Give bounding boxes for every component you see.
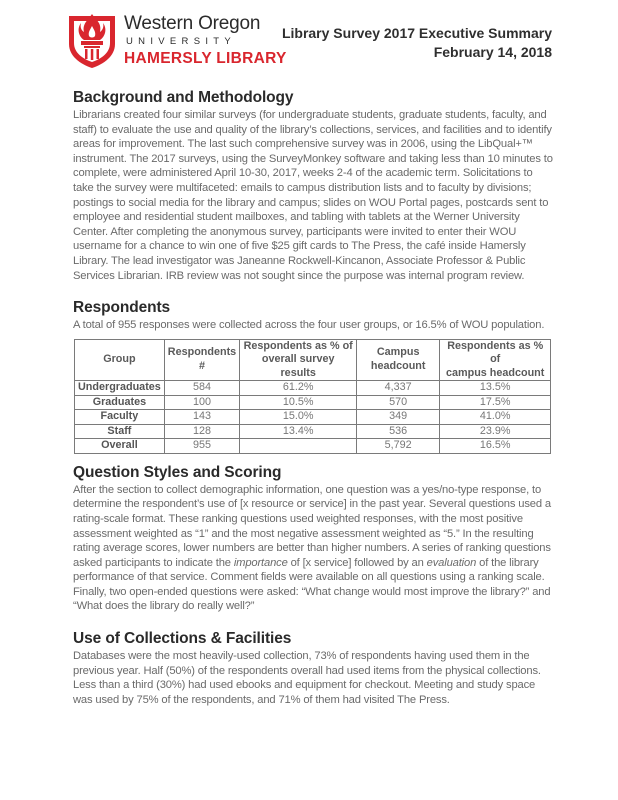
cell-percent-survey: 61.2% <box>240 381 357 396</box>
torch-shield-icon <box>66 10 118 70</box>
cell-group: Graduates <box>75 395 165 410</box>
table-row <box>75 395 551 410</box>
section-respondents <box>73 297 553 454</box>
cell-percent-headcount: 16.5% <box>440 439 551 454</box>
cell-percent-survey: 10.5% <box>240 395 357 410</box>
cell-respondents: 143 <box>164 410 239 425</box>
column-header-percent-headcount: Respondents as % of campus headcount <box>440 339 551 381</box>
section-heading: Respondents <box>73 299 171 317</box>
table-row <box>75 381 551 396</box>
cell-respondents: 955 <box>164 439 239 454</box>
cell-headcount: 5,792 <box>357 439 440 454</box>
logo-wordmark-line1: Western Oregon <box>124 13 261 34</box>
column-header-respondents-count: Respondents # <box>164 339 239 381</box>
section-heading: Question Styles and Scoring <box>73 463 282 481</box>
cell-group: Staff <box>75 424 165 439</box>
document-header <box>282 24 552 62</box>
section-paragraph: After the section to collect demographic information, one question was a yes/no-type response, to determine the respondent’s use of [x resource or service] in the past year. Several questions used a rating-scale format. These ranking questions used weighted responses, with the most positive assessment weighted as “1” and the most negative assessment weighted as “5.” In the resulting rating average scores, lower numbers are better than higher numbers. A series of ranking questions asked participants to indicate the importance of [x service] followed by an evaluation of the library performance of that service. Comment fields were available on all questions using a ranking scale. Finally, two open-ended questions were asked: “What change would most improve the library?” and “What does the library do really well?” <box>73 483 551 613</box>
section-heading: Background and Methodology <box>73 89 294 106</box>
logo-wordmark-line3: HAMERSLY LIBRARY <box>124 50 287 67</box>
section-question-styles <box>73 462 553 614</box>
table-row <box>75 439 551 454</box>
section-paragraph: Databases were the most heavily-used collection, 73% of respondents having used them in the previous year. Half (50%) of the respondents overall had used items from the physical collections. Less than a third (30%) had used ebooks and equipment for checkout. Meeting and study space was used by 75% of the respondents, and 71% of them had visited The Press. <box>73 650 541 706</box>
section-heading: Use of Collections & Facilities <box>73 630 292 648</box>
cell-percent-headcount: 41.0% <box>440 410 551 425</box>
cell-headcount: 4,337 <box>357 381 440 396</box>
cell-respondents: 100 <box>164 395 239 410</box>
cell-respondents: 584 <box>164 381 239 396</box>
logo-wordmark-line2: UNIVERSITY <box>126 36 237 47</box>
cell-percent-headcount: 17.5% <box>440 395 551 410</box>
cell-group: Faculty <box>75 410 165 425</box>
document-date: February 14, 2018 <box>433 44 552 60</box>
university-logo <box>66 10 287 72</box>
cell-percent-headcount: 23.9% <box>440 424 551 439</box>
document-body <box>73 87 553 721</box>
column-header-group: Group <box>75 339 165 381</box>
table-row <box>75 410 551 425</box>
section-collections <box>73 628 553 707</box>
table-header-row <box>75 339 551 381</box>
respondents-table <box>74 339 551 454</box>
cell-headcount: 349 <box>357 410 440 425</box>
cell-percent-survey: 15.0% <box>240 410 357 425</box>
cell-headcount: 536 <box>357 424 440 439</box>
table-row <box>75 424 551 439</box>
column-header-percent-survey: Respondents as % of overall survey results <box>240 339 357 381</box>
section-paragraph: Librarians created four similar surveys (for undergraduate students, graduate students, faculty, and staff) to evaluate the use and quality of the library’s collections, services, and facilities and to identify areas for improvement. The last such comprehensive survey was in 2006, using the LibQual+™ instrument. The 2017 surveys, using the SurveyMonkey software and taking less than 10 minutes to complete, were administered April 10-30, 2017, weeks 2-4 of the academic term. Solicitations to take the survey were multifaceted: emails to campus distribution lists and to faculty by divisions; postings to social media for the library and campus; slides on WOU Portal pages, postcards sent to employee and residential student mailboxes, and tabling with tablets at the Werner University Center. After completing the anonymous survey, participants were invited to enter their WOU username for a chance to win one of five $25 gift cards to The Press, the café inside Hamersly Library. The lead investigator was Janeanne Rockwell-Kincanon, Associate Professor & Public Services Librarian. IRB review was not sought since the purpose was internal program review. <box>73 109 553 282</box>
cell-respondents: 128 <box>164 424 239 439</box>
column-header-campus-headcount: Campus headcount <box>357 339 440 381</box>
cell-group: Undergraduates <box>75 381 165 396</box>
cell-percent-headcount: 13.5% <box>440 381 551 396</box>
cell-percent-survey <box>240 439 357 454</box>
document-title: Library Survey 2017 Executive Summary <box>281 25 552 41</box>
cell-percent-survey: 13.4% <box>240 424 357 439</box>
cell-group: Overall <box>75 439 165 454</box>
section-paragraph: A total of 955 responses were collected across the four user groups, or 16.5% of WOU population. <box>73 319 545 332</box>
section-background <box>73 87 553 283</box>
cell-headcount: 570 <box>357 395 440 410</box>
